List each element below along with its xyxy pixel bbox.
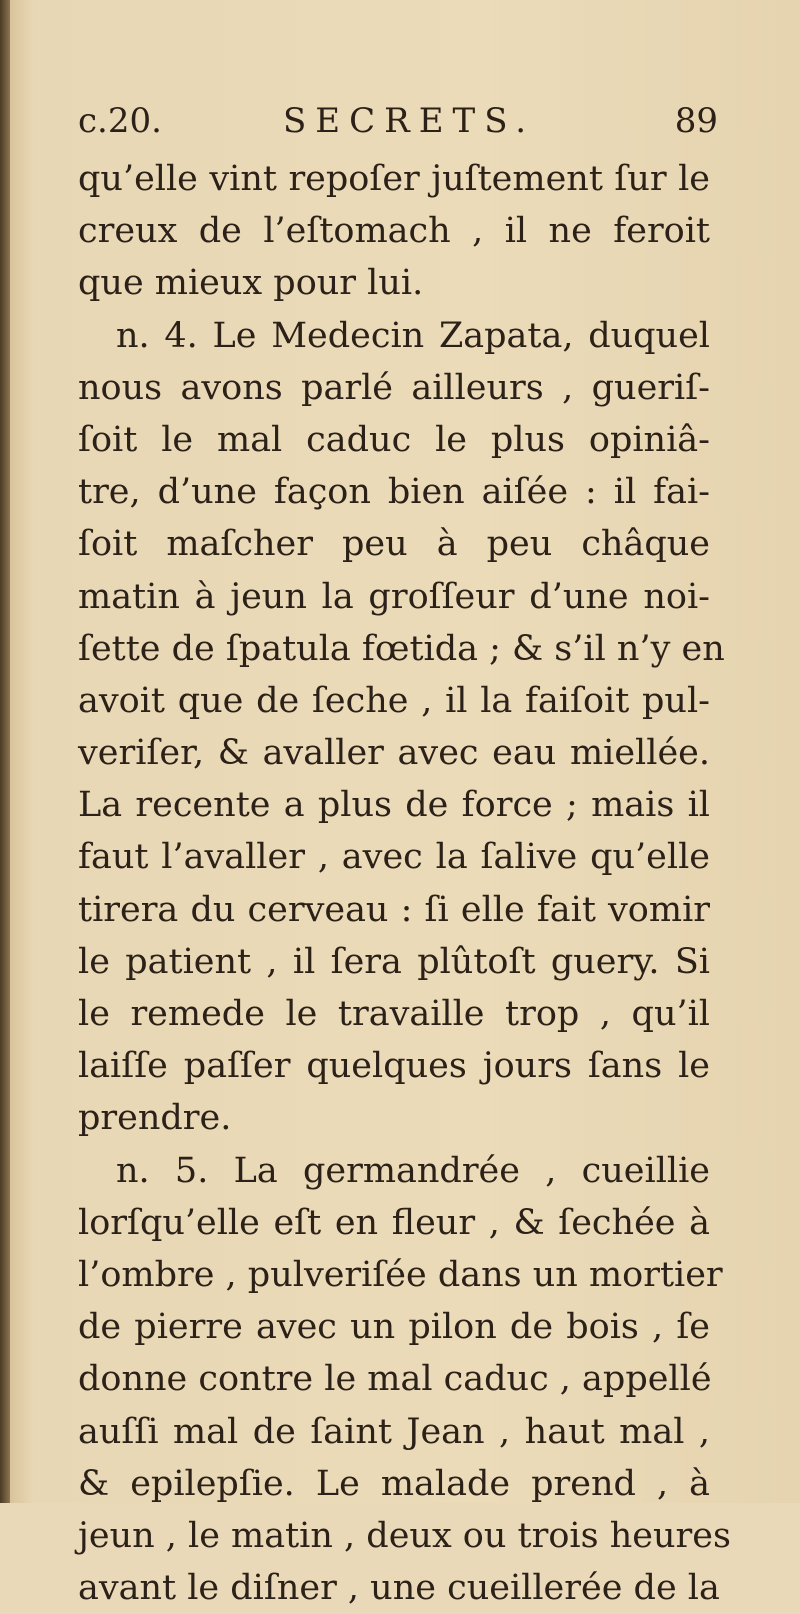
- text-line: ſette de ſpatula fœtida ; & s’il n’y en: [78, 628, 725, 669]
- text-line: ſoit le mal caduc le plus opiniâ-: [78, 419, 710, 460]
- running-header: [78, 97, 718, 147]
- page-gutter: [0, 0, 10, 1503]
- text-line: que mieux pour lui.: [78, 263, 424, 304]
- text-line: & epilepſie. Le malade prend , à: [78, 1463, 710, 1504]
- text-line: tre, d’une façon bien aiſée : il fai-: [78, 472, 710, 513]
- text-line: veriſer, & avaller avec eau miellée.: [78, 733, 710, 774]
- text-line: auſſi mal de ſaint Jean , haut mal ,: [78, 1411, 710, 1452]
- text-line: l’ombre , pulveriſée dans un mortier: [78, 1254, 723, 1295]
- text-line: donne contre le mal caduc , appellé: [78, 1359, 712, 1400]
- page-number: 89: [674, 101, 718, 141]
- chapter-marker: c.20.: [78, 101, 162, 141]
- text-line: avant le diſner , une cueillerée de la: [78, 1568, 720, 1609]
- text-line: le patient , il ſera plûtoſt guery. Si: [78, 941, 710, 982]
- paragraph-start-line: n. 4. Le Medecin Zapata, duquel: [116, 315, 710, 356]
- text-line: tirera du cerveau : ſi elle fait vomir: [78, 889, 710, 930]
- text-line: jeun , le matin , deux ou trois heures: [78, 1515, 731, 1556]
- text-line: lorſqu’elle eſt en fleur , & ſechée à: [78, 1202, 710, 1243]
- text-line: matin à jeun la groſſeur d’une noi-: [78, 576, 710, 617]
- body-text: [78, 153, 731, 1614]
- text-line: laiſſe paſſer quelques jours ſans le: [78, 1046, 710, 1087]
- text-line: faut l’avaller , avec la ſalive qu’elle: [78, 837, 710, 878]
- text-line: La recente a plus de force ; mais il: [78, 785, 710, 826]
- text-line: creux de l’eſtomach , il ne feroit: [78, 211, 710, 252]
- text-line: prendre.: [78, 1098, 232, 1139]
- paragraph-start-line: n. 5. La germandrée , cueillie: [116, 1150, 710, 1191]
- text-line: le remede le travaille trop , qu’il: [78, 994, 710, 1034]
- text-line: avoit que de ſeche , il la faiſoit pul-: [78, 680, 710, 721]
- text-line: ſoit maſcher peu à peu châque: [78, 524, 710, 565]
- running-title: SECRETS.: [283, 101, 536, 141]
- text-line: de pierre avec un pilon de bois , ſe: [78, 1307, 710, 1348]
- text-line: qu’elle vint repoſer juſtement ſur le: [78, 159, 710, 199]
- text-line: nous avons parlé ailleurs , gueriſ-: [78, 367, 710, 408]
